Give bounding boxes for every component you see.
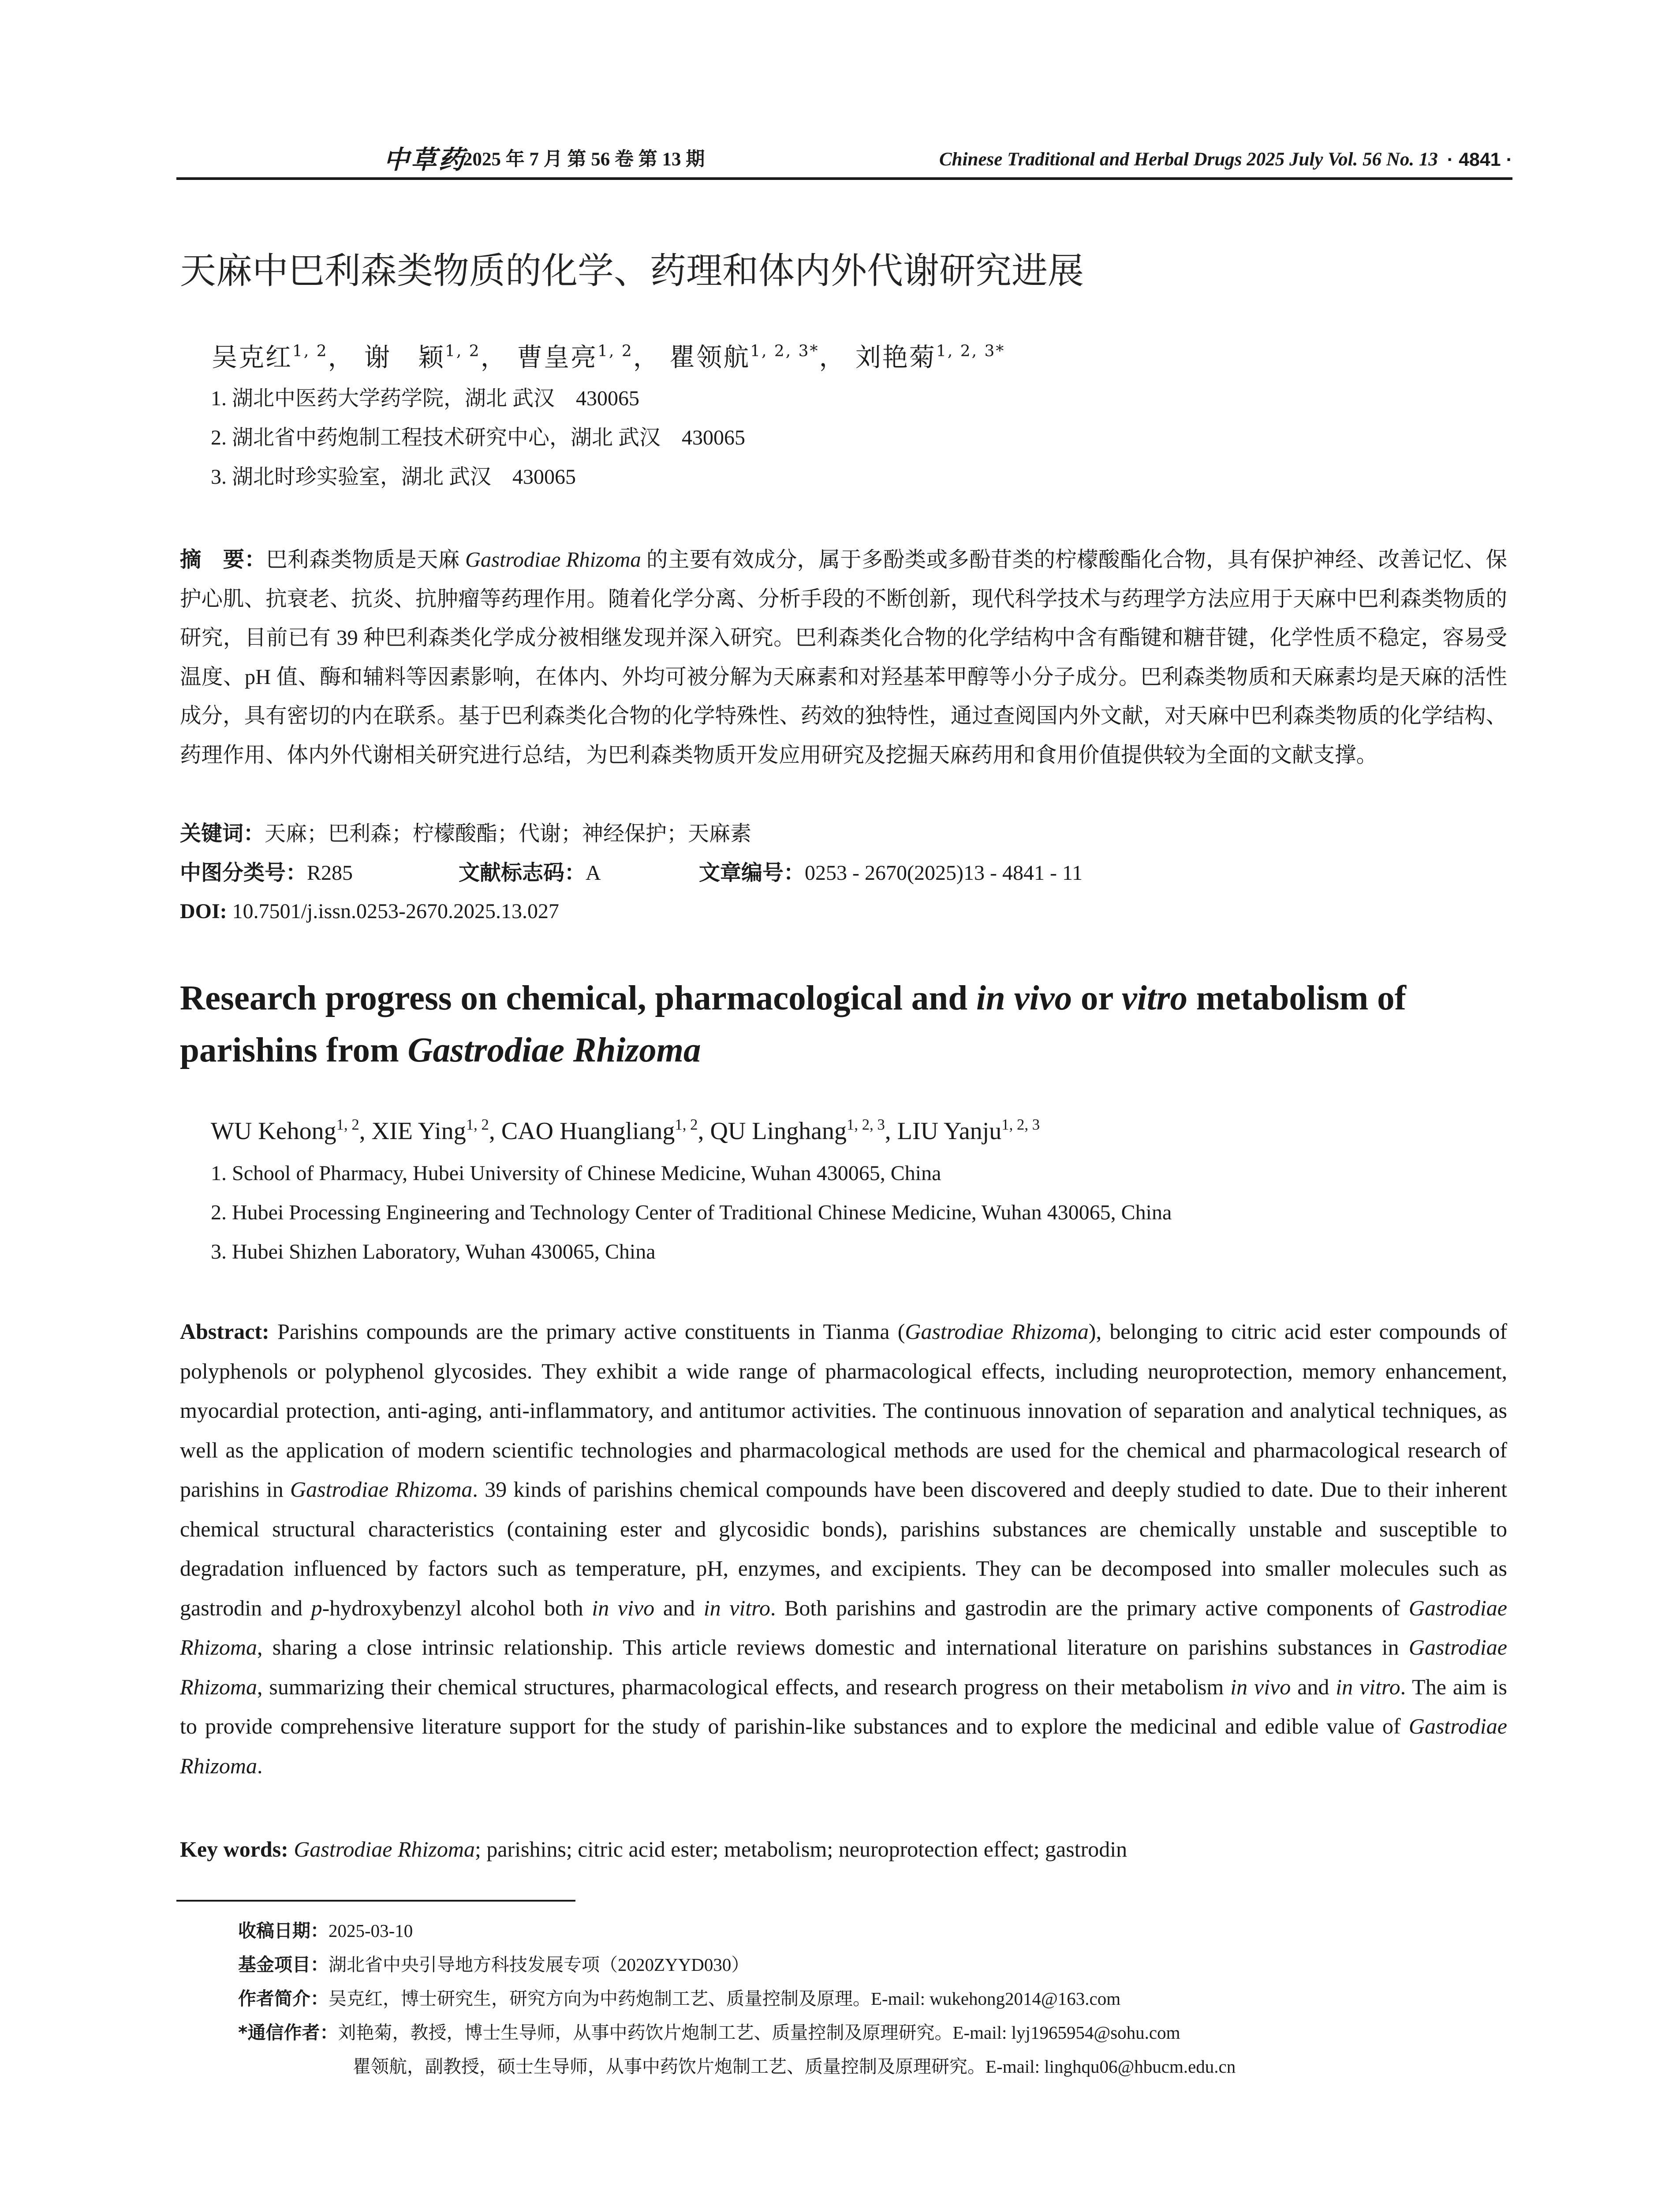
affiliation-mark: 1, 2 (292, 342, 328, 360)
author-cn: 瞿领航$^{1, 2, 3*}$ (669, 342, 819, 372)
title-en: Research progress on chemical, pharmacological and in vivo or vitro metabolism of parishins from Gastrodiae Rhizoma (180, 979, 1406, 1069)
latin-name: Gastrodiae Rhizoma (465, 548, 641, 572)
author-en: WU Kehong$^{1, 2}$ (211, 1116, 359, 1145)
title-cn: 天麻中巴利森类物质的化学、药理和体内外代谢研究进展 (180, 250, 1084, 292)
affiliation-en: 1. School of Pharmacy, Hubei University of Chinese Medicine, Wuhan 430065, China (211, 1162, 941, 1185)
author-list-cn: 吴克红$^{1, 2}$， 谢 颖$^{1, 2}$， 曹皇亮$^{1, 2}$， 瞿领航$^{1, 2, 3*}$， 刘艳菊$^{1, 2, 3*}$ (212, 342, 1005, 372)
abstract-cn: 摘 要：巴利森类物质是天麻 Gastrodiae Rhizoma 的主要有效成分，属于多酚类或多酚苷类的柠檬酸酯化合物，具有保护神经、改善记忆、保护心肌、抗衰老、抗炎、抗肿瘤等药理作用。随着化学分离、分析手段的不断创新，现代科学技术与药理学方法应用于天麻中巴利森类物质的研究，目前已有 39 种巴利森类化学成分被相继发现并深入研究。巴利森类化合物的化学结构中含有酯键和糖苷键，化学性质不稳定，容易受温度、pH 值、酶和辅料等因素影响，在体内、外均可被分解为天麻素和对羟基苯甲醇等小分子成分。巴利森类物质和天麻素均是天麻的活性成分，具有密切的内在联系。基于巴利森类化合物的化学特殊性、药效的独特性，通过查阅国内外文献，对天麻中巴利森类物质的化学结构、药理作用、体内外代谢相关研究进行总结，为巴利森类物质开发应用研究及挖掘天麻药用和食用价值提供较为全面的文献支撑。 (180, 547, 1507, 767)
affiliation-cn: 1. 湖北中医药大学药学院，湖北 武汉 430065 (211, 387, 640, 410)
keywords-cn: 关键词：天麻；巴利森；柠檬酸酯；代谢；神经保护；天麻素 (180, 821, 752, 846)
affiliation-mark: 1, 2 (336, 1116, 359, 1133)
author-en: XIE Ying$^{1, 2}$ (371, 1116, 489, 1145)
abstract-label-en: Abstract: (180, 1319, 269, 1344)
abstract-label-cn: 摘 要： (180, 547, 266, 572)
footnote-corresponding: *通信作者：刘艳菊，教授，博士生导师，从事中药饮片炮制工艺、质量控制及原理研究。E-mail: lyj1965954@sohu.com (238, 2022, 1180, 2043)
running-header (176, 146, 1512, 174)
affiliation-mark: 1, 2 (466, 1116, 489, 1133)
author-list-en: WU Kehong$^{1, 2}$, XIE Ying$^{1, 2}$, CAO Huangliang$^{1, 2}$, QU Linghang$^{1, 2, 3}$, LIU Yanju$^{1, 2, 3}$ (211, 1116, 1040, 1145)
footnote-corresponding-2: 瞿领航，副教授，硕士生导师，从事中药饮片炮制工艺、质量控制及原理研究。E-mail: linghqu06@hbucm.edu.cn (353, 2056, 1236, 2077)
affiliation-cn: 2. 湖北省中药炮制工程技术研究中心，湖北 武汉 430065 (211, 426, 746, 449)
affiliation-en: 3. Hubei Shizhen Laboratory, Wuhan 430065, China (211, 1240, 656, 1263)
affiliation-mark: 1, 2, 3 (847, 1116, 885, 1133)
affiliation-mark: 1, 2, 3* (750, 342, 819, 360)
author-cn: 吴克红$^{1, 2}$ (212, 342, 328, 372)
footnote-fund: 基金项目：湖北省中央引导地方科技发展专项（2020ZYYD030） (238, 1954, 750, 1975)
author-en: CAO Huangliang$^{1, 2}$ (501, 1116, 698, 1145)
author-cn: 曹皇亮$^{1, 2}$ (517, 342, 633, 372)
footnote-received: 收稿日期：2025-03-10 (238, 1920, 413, 1941)
article-number: 文章编号：0253 - 2670(2025)13 - 4841 - 11 (699, 860, 1083, 885)
affiliation-mark: 1, 2, 3 (1001, 1116, 1040, 1133)
affiliation-cn: 3. 湖北时珍实验室，湖北 武汉 430065 (211, 465, 576, 489)
affiliation-mark: 1, 2 (597, 342, 633, 360)
author-en: LIU Yanju$^{1, 2, 3}$ (897, 1116, 1040, 1145)
clc-code: R285 (307, 861, 353, 885)
author-cn: 谢 颖$^{1, 2}$ (364, 342, 481, 372)
classification-line (180, 853, 353, 893)
keywords-en: Key words: Gastrodiae Rhizoma; parishins; citric acid ester; metabolism; neuroprotection effect; gastrodin (180, 1837, 1127, 1861)
footnote-author: 作者简介：吴克红，博士研究生，研究方向为中药炮制工艺、质量控制及原理。E-mail: wukehong2014@163.com (238, 1988, 1121, 2009)
clc-label: 中图分类号： (180, 860, 307, 885)
abstract-en: Abstract: Parishins compounds are the primary active constituents in Tianma (Gastrodiae Rhizoma), belonging to citric acid ester compounds of polyphenols or polyphenol glycosides. They exhibit a wide range of pharmacological effects, including neuroprotection, memory enhancement, myocardial protection, anti-aging, anti-inflammatory, and antitumor activities. The continuous innovation of separation and analytical techniques, as well as the application of modern scientific technologies and pharmacological methods are used for the chemical and pharmacological research of parishins in Gastrodiae Rhizoma. 39 kinds of parishins chemical compounds have been discovered and deeply studied to date. Due to their inherent chemical structural characteristics (containing ester and glycosidic bonds), parishins substances are chemically unstable and susceptible to degradation influenced by factors such as temperature, pH, enzymes, and excipients. They can be decomposed into smaller molecules such as gastrodin and p-hydroxybenzyl alcohol both in vivo and in vitro. Both parishins and gastrodin are the primary active components of Gastrodiae Rhizoma, sharing a close intrinsic relationship. This article reviews domestic and international literature on parishins substances in Gastrodiae Rhizoma, summarizing their chemical structures, pharmacological effects, and research progress on their metabolism in vivo and in vitro. The aim is to provide comprehensive literature support for the study of parishin-like substances and to explore the medicinal and edible value of Gastrodiae Rhizoma. (180, 1319, 1508, 1778)
author-en: QU Linghang$^{1, 2, 3}$ (710, 1116, 885, 1145)
header-rule (176, 177, 1512, 180)
issue-info-cn: 2025 年 7 月 第 56 卷 第 13 期 (463, 149, 705, 170)
affiliation-mark: 1, 2 (445, 342, 481, 360)
issue-info-en: Chinese Traditional and Herbal Drugs 2025 July Vol. 56 No. 13 (939, 149, 1438, 170)
doi: DOI: 10.7501/j.issn.0253-2670.2025.13.027 (180, 900, 560, 923)
document-code: 文献标志码：A (459, 860, 601, 885)
page-number: · 4841 · (1447, 149, 1512, 170)
footnote-rule (176, 1900, 575, 1902)
affiliation-en: 2. Hubei Processing Engineering and Technology Center of Traditional Chinese Medicine, Wuhan 430065, China (211, 1201, 1172, 1224)
journal-logo: 中草药 (384, 145, 466, 175)
affiliation-mark: 1, 2 (675, 1116, 698, 1133)
keywords-label-en: Key words: (180, 1837, 288, 1861)
affiliation-mark: 1, 2, 3* (936, 342, 1005, 360)
author-cn: 刘艳菊$^{1, 2, 3*}$ (855, 342, 1005, 372)
